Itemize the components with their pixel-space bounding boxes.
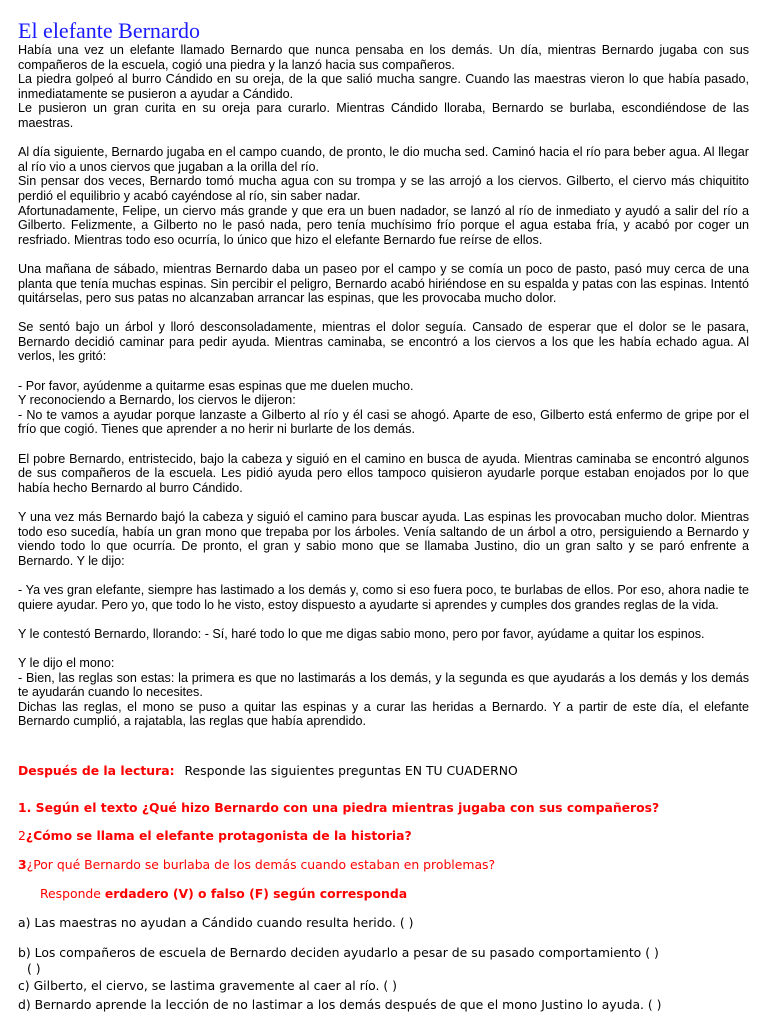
story-paragraph: Afortunadamente, Felipe, un ciervo más grande y que era un buen nadador, se lanzó al río de inmediato y ayudó a salir del río a Gilberto. Felizmente, a Gilberto no le pasó nada, pero tenía muchísimo frío porque el agua estaba fría, y acabó por coger un resfriado. Mientras todo eso ocurría, lo único que hizo el elefante Bernardo fue reírse de ellos. [18,203,749,247]
story-paragraph: Había una vez un elefante llamado Bernardo que nunca pensaba en los demás. Un día, mientras Bernardo jugaba con sus compañeros de la escuela, cogió una piedra y la lanzó hacia sus compañeros. [18,43,749,72]
story-body [18,43,749,729]
question-text: Según el texto ¿Qué hizo Bernardo con una piedra mientras jugaba con sus compañeros? [35,800,660,815]
story-paragraph: El pobre Bernardo, entristecido, bajo la cabeza y siguió en el camino en busca de ayuda. Mientras caminaba se encontró algunos de sus compañeros de la escuela. Les pidió ayuda pero ellos tampoco quisieron ayudarle porque estaban enojados por lo que había hecho Bernardo al burro Cándido. [18,451,749,495]
true-false-item: a) Las maestras no ayudan a Cándido cuando resulta herido. ( ) [18,915,414,930]
story-paragraph: Y una vez más Bernardo bajó la cabeza y siguió el camino para buscar ayuda. Las espinas les provocaban mucho dolor. Mientras todo eso sucedía, había un gran mono que trepaba por los árboles. Venía saltando de un árbol a otro, persiguiendo a Bernardo y viendo todo lo que ocurría. De pronto, el gran y sabio mono que se llamaba Justino, dio un gran salto y se paró enfrente a Bernardo. Y le dijo: [18,510,749,568]
question-2 [18,828,412,843]
question-number: 2 [18,828,26,843]
story-paragraph: Al día siguiente, Bernardo jugaba en el campo cuando, de pronto, le dio mucha sed. Caminó hacia el río para beber agua. Al llegar al río vio a unos ciervos que jugaban a la orilla del río. [18,145,749,174]
true-false-item: d) Bernardo aprende la lección de no lastimar a los demás después de que el mono Justino lo ayuda. ( ) [18,997,662,1012]
question-number: 1. [18,800,36,815]
true-false-item: c) Gilberto, el ciervo, se lastima gravemente al caer al río. ( ) [18,978,398,993]
story-paragraph: Dichas las reglas, el mono se puso a quitar las espinas y a curar las heridas a Bernardo. Y a partir de este día, el elefante Bernardo cumplió, a rajatabla, las reglas que había aprendido. [18,699,749,729]
question-text: ¿Por qué Bernardo se burlaba de los demás cuando estaban en problemas? [26,857,496,872]
after-reading-line [18,763,518,778]
story-paragraph: - Bien, las reglas son estas: la primera es que no lastimarás a los demás, y la segunda es que ayudarás a los demás y los demás te ayudarán cuando lo necesites. [18,670,749,700]
true-false-heading [40,886,407,901]
story-paragraph: - No te vamos a ayudar porque lanzaste a Gilberto al río y él casi se ahogó. Aparte de eso, Gilberto está enfermo de gripe por el frío que cogió. Tienes que aprender a no herir ni burlarte de los demás. [18,407,749,437]
answer-blank: ( ) [27,961,41,976]
true-false-lead: Responde [40,886,105,901]
after-reading-label: Después de la lectura: [18,763,175,778]
story-paragraph: Una mañana de sábado, mientras Bernardo daba un paseo por el campo y se comía un poco de pasto, pasó muy cerca de una planta que tenía muchas espinas. Sin percibir el peligro, Bernardo acabó hiriéndose en su espalda y patas con las espinas. Intentó quitárselas, pero sus patas no alcanzaban arrancar las espinas, que les provocaba mucho dolor. [18,261,749,306]
story-paragraph: - Por favor, ayúdenme a quitarme esas espinas que me duelen mucho. [18,378,414,393]
story-paragraph: La piedra golpeó al burro Cándido en su oreja, de la que salió mucha sangre. Cuando las maestras vieron lo que había pasado, inmediatamente se pusieron a ayudar a Cándido. [18,72,749,101]
true-false-item: b) Los compañeros de escuela de Bernardo deciden ayudarlo a pesar de su pasado comportamiento ( ) [18,945,659,960]
story-paragraph: Se sentó bajo un árbol y lloró desconsoladamente, mientras el dolor seguía. Cansado de esperar que el dolor se le pasara, Bernardo decidió caminar para pedir ayuda. Mientras caminaba, se encontró a los ciervos a los que les había echado agua. Al verlos, les gritó: [18,320,749,364]
after-reading-instruction: Responde las siguientes preguntas EN TU CUADERNO [184,763,518,778]
story-paragraph: Y reconociendo a Bernardo, los ciervos le dijeron: [18,393,296,408]
question-1 [18,800,659,815]
story-paragraph: Y le contestó Bernardo, llorando: - Sí, haré todo lo que me digas sabio mono, pero por favor, ayúdame a quitar los espinos. [18,626,705,641]
question-text: ¿Cómo se llama el elefante protagonista de la historia? [25,828,412,843]
story-paragraph: - Ya ves gran elefante, siempre has lastimado a los demás y, como si eso fuera poco, te burlabas de ellos. Por eso, ahora nadie te quiere ayudar. Pero yo, que todo lo he visto, estoy dispuesto a ayudarte si aprendes y cumples dos grandes reglas de la vida. [18,582,749,612]
story-paragraph: Le pusieron un gran curita en su oreja para curarlo. Mientras Cándido lloraba, Bernardo se burlaba, escondiéndose de las maestras. [18,101,749,130]
true-false-bold: erdadero (V) o falso (F) según corresponda [104,886,408,901]
story-paragraph: Y le dijo el mono: [18,655,115,670]
document-page [18,0,749,729]
story-paragraph: Sin pensar dos veces, Bernardo tomó mucha agua con su trompa y se las arrojó a los ciervos. Gilberto, el ciervo más chiquitito perdió el equilibrio y acabó cayéndose al río, sin saber nadar. [18,174,749,203]
question-number: 3 [18,857,27,872]
question-3 [18,857,495,872]
document-title: El elefante Bernardo [18,18,201,43]
